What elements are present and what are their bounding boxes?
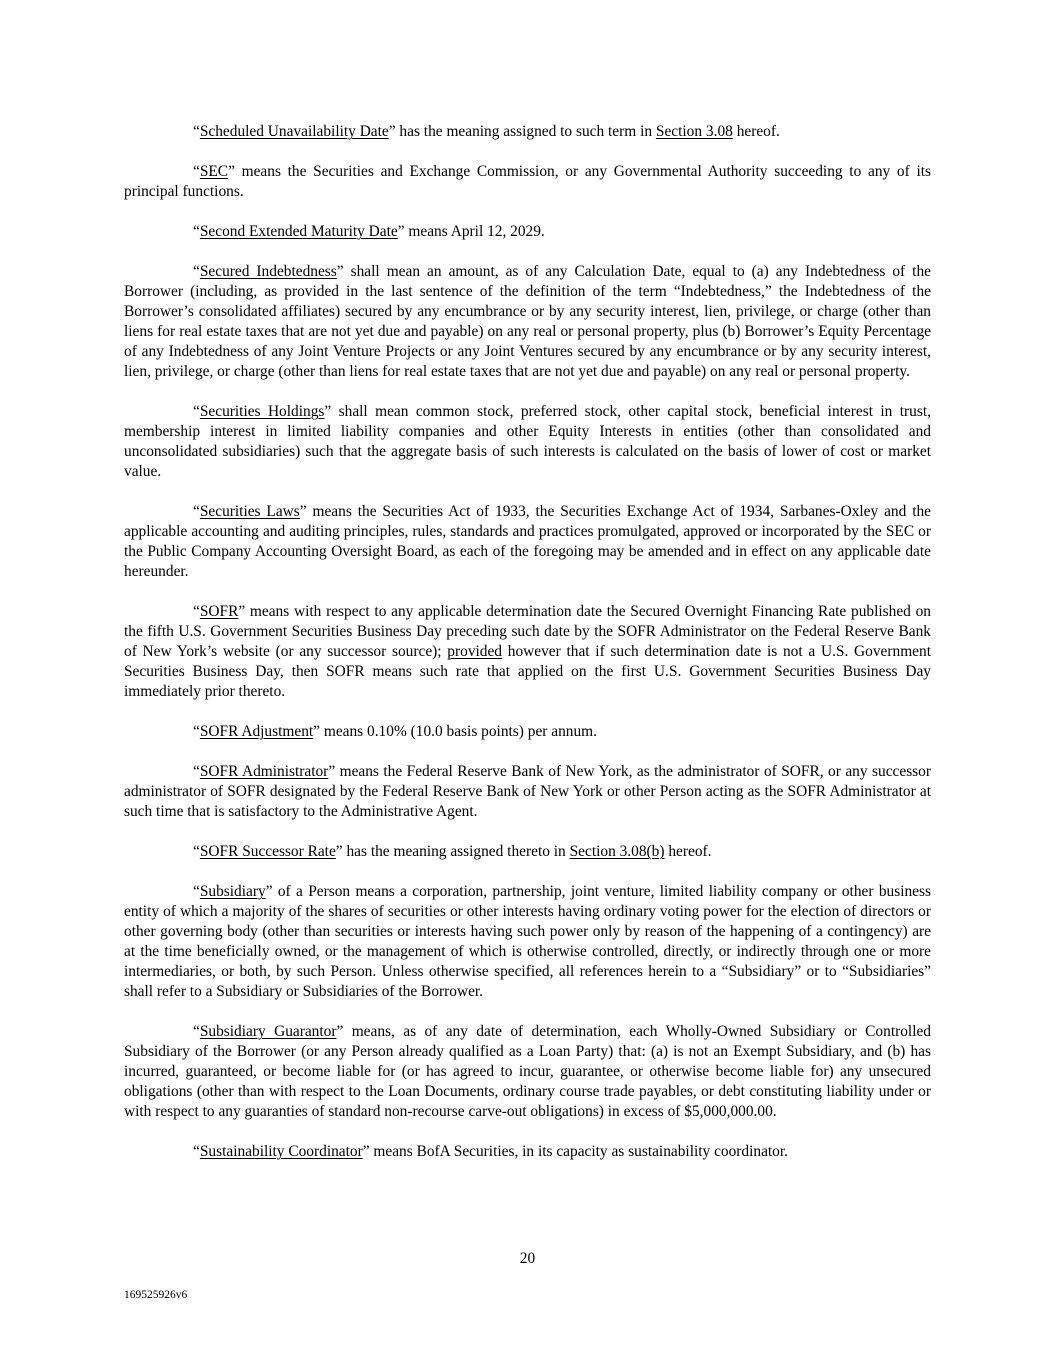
defined-term: Subsidiary [199,883,266,900]
definition-sofr-successor-rate: “SOFR Successor Rate” has the meaning assigned thereto in Section 3.08(b) hereof. [193,843,712,860]
definitions-body [124,122,931,1182]
document-id: 169525926v6 [124,1289,188,1301]
definition-subsidiary-guarantor: “Subsidiary Guarantor” means, as of any date of determination, each Wholly-Owned Subsidiary or Controlled Subsidiary of the Borrower (or any Person already qualified as a Loan Party) that: (a) is not an Exempt Subsidiary, and (b) has incurred, guaranteed, or become liable for (or has agreed to incur, guarantee, or otherwise become liable for) any unsecured obligations (other than with respect to the Loan Documents, ordinary course trade payables, or debt constituting liability under or with respect to any guaranties of standard non-recourse carve-out obligations) in excess of $5,000,000.00. [124,1023,931,1120]
defined-term: Subsidiary Guarantor [199,1023,337,1040]
defined-term: SOFR [199,603,239,620]
definition-secured-indebtedness: “Secured Indebtedness” shall mean an amount, as of any Calculation Date, equal to (a) any Indebtedness of the Borrower (including, as provided in the last sentence of the definition of the term “Indebtedness,” the Indebtedness of the Borrower’s consolidated affiliates) secured by any encumbrance or by any security interest, lien, privilege, or charge (other than liens for real estate taxes that are not yet due and payable) on any real or personal property, plus (b) Borrower’s Equity Percentage of any Indebtedness of any Joint Venture Projects or any Joint Ventures secured by any encumbrance or by any security interest, lien, privilege, or charge (other than liens for real estate taxes that are not yet due and payable) on any real or personal property. [124,263,931,380]
defined-term: Secured Indebtedness [199,263,337,280]
defined-term: Second Extended Maturity Date [199,223,398,240]
defined-term: SOFR Adjustment [199,723,314,740]
definition-sustainability-coordinator: “Sustainability Coordinator” means BofA Securities, in its capacity as sustainability coordinator. [193,1143,789,1160]
section-reference: Section 3.08(b) [569,843,665,860]
definition-scheduled-unavailability-date: “Scheduled Unavailability Date” has the meaning assigned to such term in Section 3.08 hereof. [193,123,780,140]
page-number: 20 [519,1250,536,1267]
definition-sec: “SEC” means the Securities and Exchange Commission, or any Governmental Authority succeeding to any of its principal functions. [124,163,931,200]
defined-term: Sustainability Coordinator [199,1143,363,1160]
definition-sofr: “SOFR” means with respect to any applicable determination date the Secured Overnight Financing Rate published on the fifth U.S. Government Securities Business Day preceding such date by the SOFR Administrator on the Federal Reserve Bank of New York’s website (or any successor source); provided however that if such determination date is not a U.S. Government Securities Business Day, then SOFR means such rate that applied on the first U.S. Government Securities Business Day immediately prior thereto. [124,603,931,700]
definition-sofr-adjustment: “SOFR Adjustment” means 0.10% (10.0 basis points) per annum. [193,723,597,740]
definition-securities-laws: “Securities Laws” means the Securities Act of 1933, the Securities Exchange Act of 1934, Sarbanes-Oxley and the applicable accounting and auditing principles, rules, standards and practices promulgated, approved or incorporated by the SEC or the Public Company Accounting Oversight Board, as each of the foregoing may be amended and in effect on any applicable date hereunder. [124,503,932,580]
defined-term: SOFR Successor Rate [199,843,336,860]
defined-term: SOFR Administrator [199,763,329,780]
definition-subsidiary: “Subsidiary” of a Person means a corporation, partnership, joint venture, limited liability company or other business entity of which a majority of the shares of securities or other interests having ordinary voting power for the election of directors or other governing body (other than securities or interests having such power only by reason of the happening of a contingency) are at the time beneficially owned, or the management of which is otherwise controlled, directly, or indirectly through one or more intermediaries, or both, by such Person. Unless otherwise specified, all references herein to a “Subsidiary” or to “Subsidiaries” shall refer to a Subsidiary or Subsidiaries of the Borrower. [124,883,931,1000]
proviso-term: provided [447,643,503,660]
definition-securities-holdings: “Securities Holdings” shall mean common stock, preferred stock, other capital stock, beneficial interest in trust, membership interest in limited liability companies and other Equity Interests in entities (other than consolidated and unconsolidated subsidiaries) such that the aggregate basis of such interests is calculated on the basis of lower of cost or market value. [124,403,931,480]
definition-sofr-administrator: “SOFR Administrator” means the Federal Reserve Bank of New York, as the administrator of SOFR, or any successor administrator of SOFR designated by the Federal Reserve Bank of New York or other Person acting as the SOFR Administrator at such time that is satisfactory to the Administrative Agent. [124,763,931,820]
defined-term: Securities Laws [199,503,300,520]
defined-term: Scheduled Unavailability Date [199,123,389,140]
defined-term: SEC [199,163,229,180]
section-reference: Section 3.08 [655,123,733,140]
definition-second-extended-maturity-date: “Second Extended Maturity Date” means April 12, 2029. [193,223,545,240]
defined-term: Securities Holdings [199,403,325,420]
